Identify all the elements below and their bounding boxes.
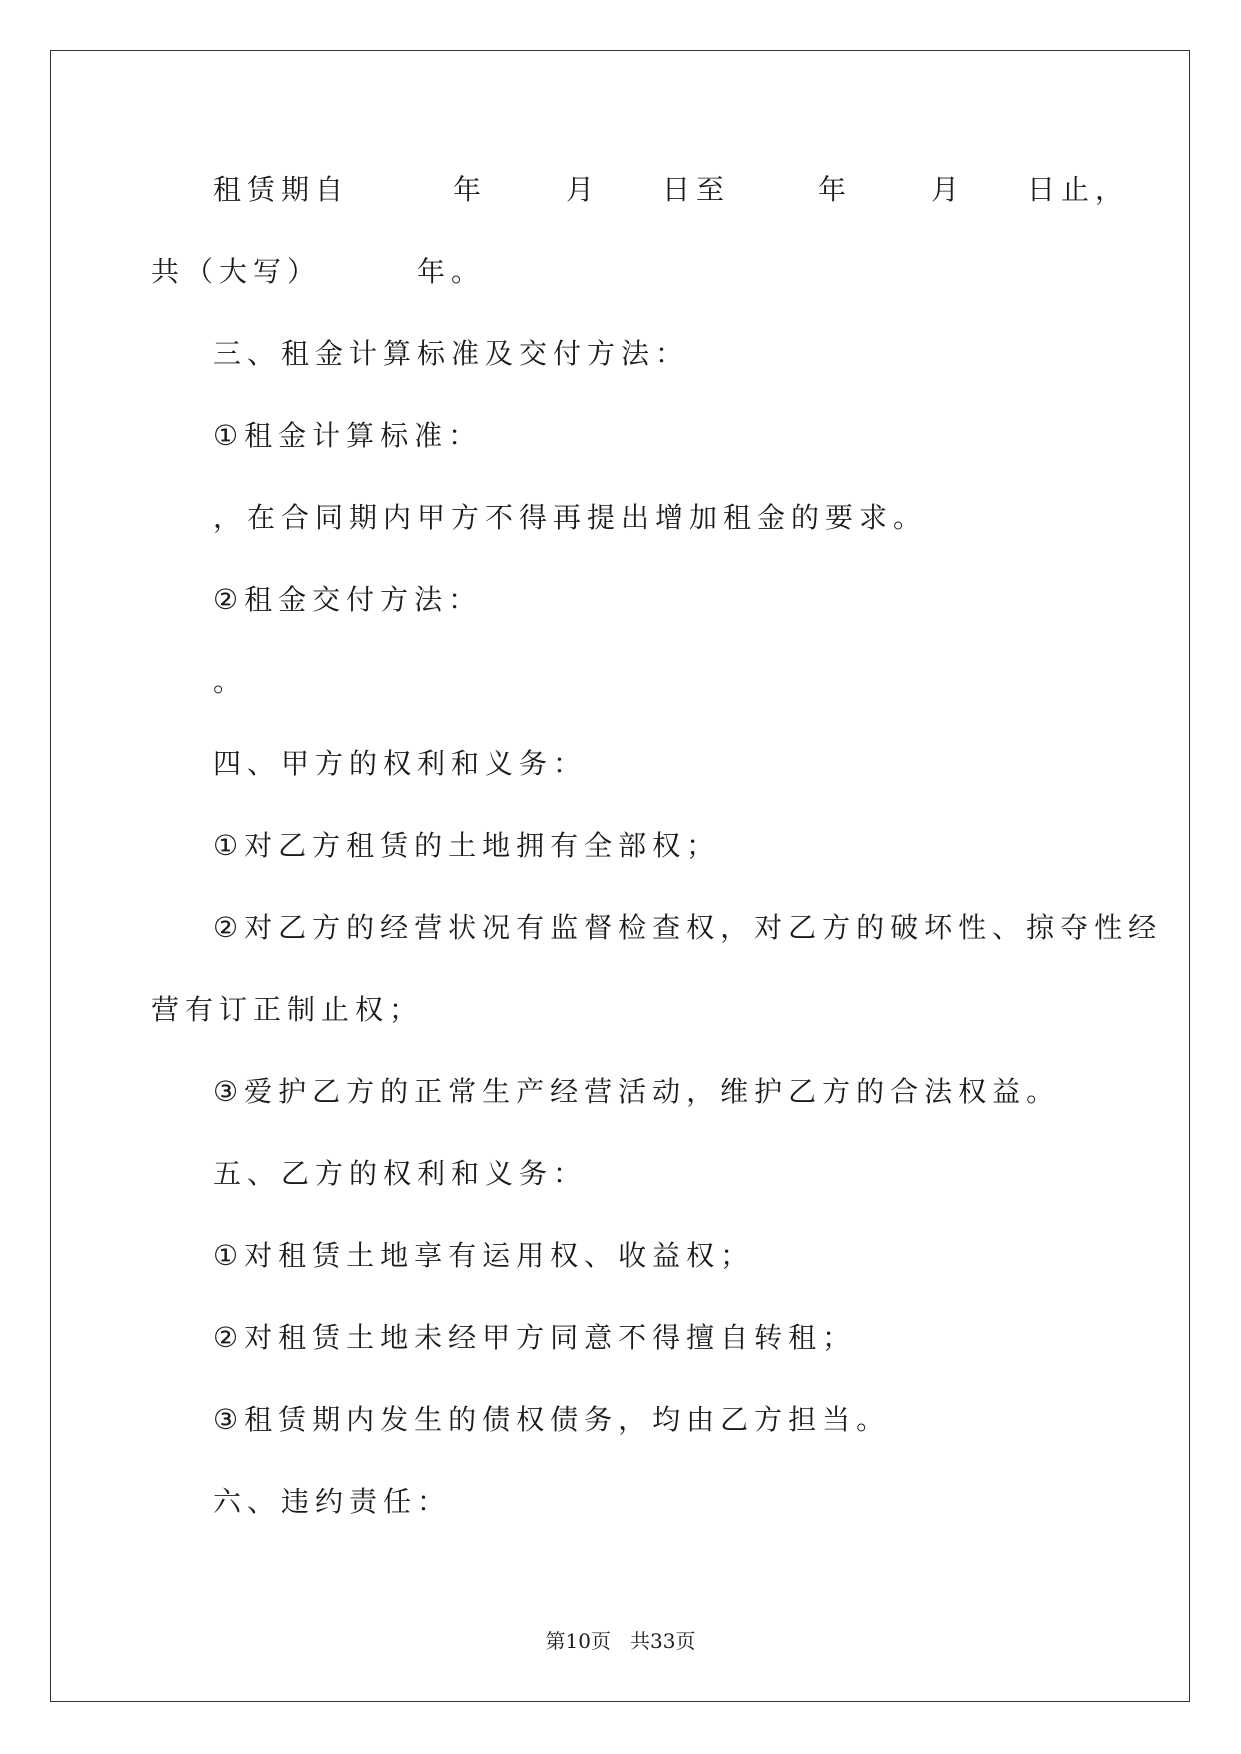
party-a-right-2-line-2: 营有订正制止权； bbox=[151, 993, 424, 1026]
party-b-right-1: ①对租赁土地享有运用权、收益权； bbox=[213, 1239, 755, 1272]
section-4-heading: 四、甲方的权利和义务： bbox=[213, 747, 588, 780]
lease-total-suffix: 年。 bbox=[417, 255, 486, 288]
section-5-heading: 五、乙方的权利和义务： bbox=[213, 1157, 588, 1190]
lease-month-1: 月 bbox=[566, 173, 601, 206]
party-a-right-2-line-1: ②对乙方的经营状况有监督检查权，对乙方的破坏性、掠夺性经 bbox=[213, 911, 1163, 944]
section-6-heading: 六、违约责任： bbox=[213, 1485, 452, 1518]
footer-total-pages: 33 bbox=[650, 1629, 676, 1653]
section-3-heading: 三、租金计算标准及交付方法： bbox=[213, 337, 690, 370]
rent-payment-label: ②租金交付方法： bbox=[213, 583, 483, 616]
lease-month-2: 月 bbox=[931, 173, 966, 206]
footer-total-suffix: 页 bbox=[675, 1629, 696, 1653]
party-b-right-3: ③租赁期内发生的债权债务，均由乙方担当。 bbox=[213, 1403, 891, 1436]
footer-page-number: 10 bbox=[565, 1629, 591, 1653]
footer-total-prefix: 共 bbox=[630, 1629, 651, 1653]
rent-payment-text: 。 bbox=[213, 665, 248, 698]
party-a-right-3: ③爱护乙方的正常生产经营活动，维护乙方的合法权益。 bbox=[213, 1075, 1061, 1108]
rent-standard-text: ，在合同期内甲方不得再提出增加租金的要求。 bbox=[213, 501, 928, 534]
lease-day-1-to: 日至 bbox=[662, 173, 731, 206]
footer-page-prefix: 第 bbox=[545, 1629, 566, 1653]
party-b-right-2: ②对租赁土地未经甲方同意不得擅自转租； bbox=[213, 1321, 857, 1354]
rent-standard-label: ①租金计算标准： bbox=[213, 419, 483, 452]
lease-total-prefix: 共（大写） bbox=[151, 255, 322, 288]
lease-from-label: 租赁期自 bbox=[213, 173, 350, 206]
page-footer bbox=[0, 1628, 1241, 1654]
lease-day-2-end: 日止， bbox=[1027, 173, 1130, 206]
footer-page-mid: 页 bbox=[590, 1629, 611, 1653]
party-a-right-1: ①对乙方租赁的土地拥有全部权； bbox=[213, 829, 721, 862]
page-border bbox=[50, 50, 1190, 1702]
footer-spacer bbox=[611, 1629, 630, 1653]
lease-year-1: 年 bbox=[453, 173, 488, 206]
lease-year-2: 年 bbox=[818, 173, 853, 206]
